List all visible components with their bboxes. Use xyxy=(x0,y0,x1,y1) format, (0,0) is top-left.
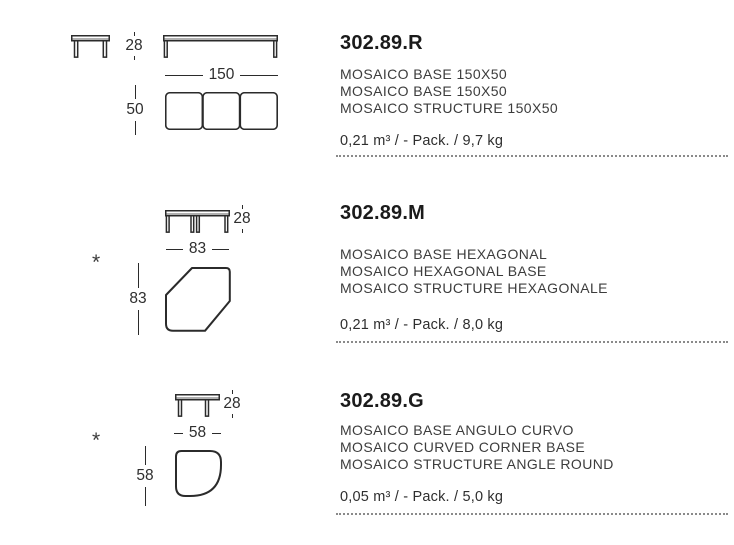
dimension-value: 28 xyxy=(233,210,251,228)
product-code: 302.89.M xyxy=(340,202,425,224)
dimension-height xyxy=(218,390,246,418)
dimension-line xyxy=(240,75,278,76)
dimension-height xyxy=(120,32,148,60)
description-line: MOSAICO STRUCTURE ANGLE ROUND xyxy=(340,456,614,472)
description-line: MOSAICO BASE ANGULO CURVO xyxy=(340,422,574,438)
dimension-dash xyxy=(232,390,233,394)
dimension-value: 83 xyxy=(129,290,147,308)
dimension-dash xyxy=(134,56,135,60)
side-view-table-long xyxy=(163,35,278,58)
description-line: MOSAICO CURVED CORNER BASE xyxy=(340,439,586,455)
dimension-value: 28 xyxy=(223,395,241,413)
dimension-value: 50 xyxy=(126,101,144,119)
dimension-value: 28 xyxy=(125,37,143,55)
dimension-line xyxy=(138,310,139,335)
dimension-line xyxy=(174,433,183,434)
dimension-line xyxy=(212,249,229,250)
dimension-line xyxy=(145,487,146,506)
dimension-height xyxy=(228,205,256,233)
dimension-dash xyxy=(242,229,243,233)
dimension-dash xyxy=(134,32,135,36)
product-descriptions xyxy=(340,66,558,117)
dimension-line xyxy=(212,433,221,434)
description-line: MOSAICO BASE 150X50 xyxy=(340,66,508,82)
product-descriptions xyxy=(340,422,614,473)
footnote-asterisk: * xyxy=(92,429,101,452)
side-view-table-small xyxy=(71,35,110,58)
description-line: MOSAICO BASE 150X50 xyxy=(340,83,508,99)
dimension-value: 58 xyxy=(136,467,154,485)
dimension-line xyxy=(135,85,136,99)
product-code: 302.89.R xyxy=(340,32,423,54)
top-view-rectangular-base xyxy=(165,92,278,130)
footnote-asterisk: * xyxy=(92,251,101,274)
dimension-width xyxy=(166,240,229,258)
dotted-separator xyxy=(336,513,728,515)
product-code: 302.89.G xyxy=(340,390,424,412)
dimension-line xyxy=(135,121,136,135)
dotted-separator xyxy=(336,341,728,343)
dimension-depth xyxy=(120,85,150,135)
dimension-line xyxy=(145,446,146,465)
side-view-table-hexagonal xyxy=(165,210,230,233)
dimension-value: 58 xyxy=(188,424,207,442)
dimension-value: 83 xyxy=(188,240,207,258)
dimension-line xyxy=(165,75,203,76)
dimension-width xyxy=(165,66,278,84)
dimension-depth xyxy=(123,263,153,335)
dimension-width xyxy=(174,424,221,442)
description-line: MOSAICO BASE HEXAGONAL xyxy=(340,246,548,262)
dimension-line xyxy=(166,249,183,250)
dimension-dash xyxy=(232,414,233,418)
description-line: MOSAICO STRUCTURE 150X50 xyxy=(340,100,559,116)
description-line: MOSAICO STRUCTURE HEXAGONALE xyxy=(340,280,608,296)
description-line: MOSAICO HEXAGONAL BASE xyxy=(340,263,547,279)
dimension-depth xyxy=(130,446,160,506)
pack-info: 0,21 m³ / - Pack. / 9,7 kg xyxy=(340,133,504,149)
pack-info: 0,21 m³ / - Pack. / 8,0 kg xyxy=(340,317,504,333)
top-view-curved-corner-base xyxy=(175,450,222,497)
dotted-separator xyxy=(336,155,728,157)
side-view-table-corner xyxy=(175,394,220,417)
product-descriptions xyxy=(340,246,608,297)
dimension-dash xyxy=(242,205,243,209)
top-view-hexagonal-base xyxy=(164,266,231,333)
dimension-line xyxy=(138,263,139,288)
pack-info: 0,05 m³ / - Pack. / 5,0 kg xyxy=(340,489,504,505)
dimension-value: 150 xyxy=(208,66,235,84)
